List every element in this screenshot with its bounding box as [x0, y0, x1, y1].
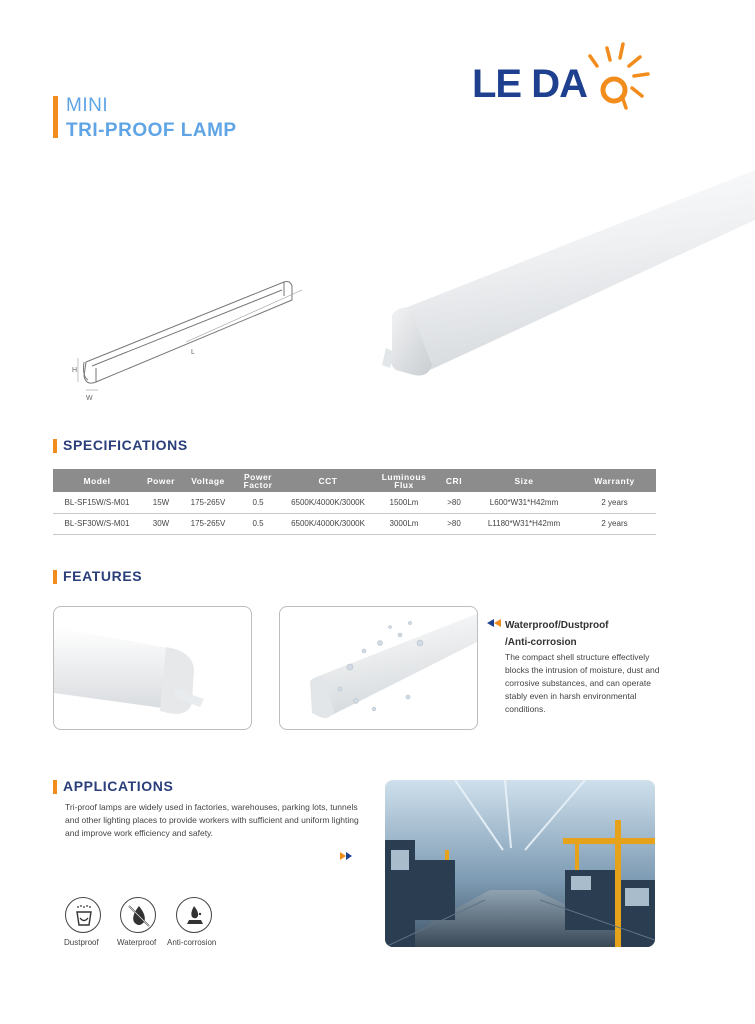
title-accent-bar: [53, 96, 58, 138]
specifications-heading: SPECIFICATIONS: [63, 437, 188, 453]
col-model: Model: [53, 469, 141, 492]
page-title-line1: MINI: [66, 95, 109, 116]
col-voltage: Voltage: [181, 469, 235, 492]
cell-luminous-flux: 1500Lm: [375, 492, 433, 513]
cell-voltage: 175-265V: [181, 492, 235, 513]
col-cct: CCT: [281, 469, 375, 492]
label-height: H: [72, 367, 78, 374]
anti-corrosion-icon: [176, 897, 212, 933]
cell-warranty: 2 years: [573, 492, 656, 513]
feature-title-line2: /Anti-corrosion: [505, 637, 577, 648]
waterproof-icon: [120, 897, 156, 933]
col-warranty: Warranty: [573, 469, 656, 492]
col-cri: CRI: [433, 469, 475, 492]
feature-image-water-splash: [279, 606, 478, 730]
brand-logo: [470, 38, 660, 118]
applications-heading: APPLICATIONS: [63, 778, 174, 794]
cell-power: 30W: [141, 513, 181, 534]
page-title-line2: TRI-PROOF LAMP: [66, 120, 237, 141]
cell-voltage: 175-265V: [181, 513, 235, 534]
cell-cri: >80: [433, 513, 475, 534]
applications-accent-bar: [53, 780, 57, 794]
col-power: Power: [141, 469, 181, 492]
cell-cri: >80: [433, 492, 475, 513]
factory-photo: [385, 780, 655, 947]
feature-image-endcap: [53, 606, 252, 730]
cell-warranty: 2 years: [573, 513, 656, 534]
table-header-row: [53, 469, 656, 492]
table-row: [53, 492, 656, 513]
dimension-diagram: [66, 270, 306, 405]
anti-corrosion-label: Anti-corrosion: [167, 938, 217, 947]
cell-cct: 6500K/4000K/3000K: [281, 513, 375, 534]
table-row: [53, 513, 656, 534]
logo-wordmark: LE DA: [472, 62, 588, 106]
double-arrow-right-icon: [340, 852, 352, 860]
features-accent-bar: [53, 570, 57, 584]
label-width: W: [86, 395, 93, 402]
double-arrow-left-icon: [487, 619, 501, 627]
cell-cct: 6500K/4000K/3000K: [281, 492, 375, 513]
feature-title-line1: Waterproof/Dustproof: [505, 620, 609, 631]
specifications-accent-bar: [53, 439, 57, 453]
col-power-factor: Power Factor: [235, 469, 281, 492]
features-heading: FEATURES: [63, 568, 143, 584]
cell-size: L1180*W31*H42mm: [475, 513, 573, 534]
specifications-table: [53, 469, 656, 535]
cell-power: 15W: [141, 492, 181, 513]
col-luminous-flux: Luminous Flux: [375, 469, 433, 492]
feature-description: The compact shell structure effectively blocks the intrusion of moisture, dust and corrosive substances, and can operate stably even in harsh environmental conditions.: [505, 652, 660, 714]
cell-model: BL-SF15W/S-M01: [53, 492, 141, 513]
cell-luminous-flux: 3000Lm: [375, 513, 433, 534]
cell-power-factor: 0.5: [235, 513, 281, 534]
waterproof-label: Waterproof: [117, 938, 157, 947]
cell-size: L600*W31*H42mm: [475, 492, 573, 513]
dustproof-label: Dustproof: [64, 938, 99, 947]
feature-title: [505, 617, 675, 651]
label-length: L: [191, 349, 195, 356]
cell-model: BL-SF30W/S-M01: [53, 513, 141, 534]
product-photo-tube: [370, 160, 755, 385]
applications-description: Tri-proof lamps are widely used in factories, warehouses, parking lots, tunnels and other lighting places to provide workers with sufficient and uniform lighting and improve work efficiency and safety.: [65, 802, 359, 838]
cell-power-factor: 0.5: [235, 492, 281, 513]
col-size: Size: [475, 469, 573, 492]
dustproof-icon: [65, 897, 101, 933]
